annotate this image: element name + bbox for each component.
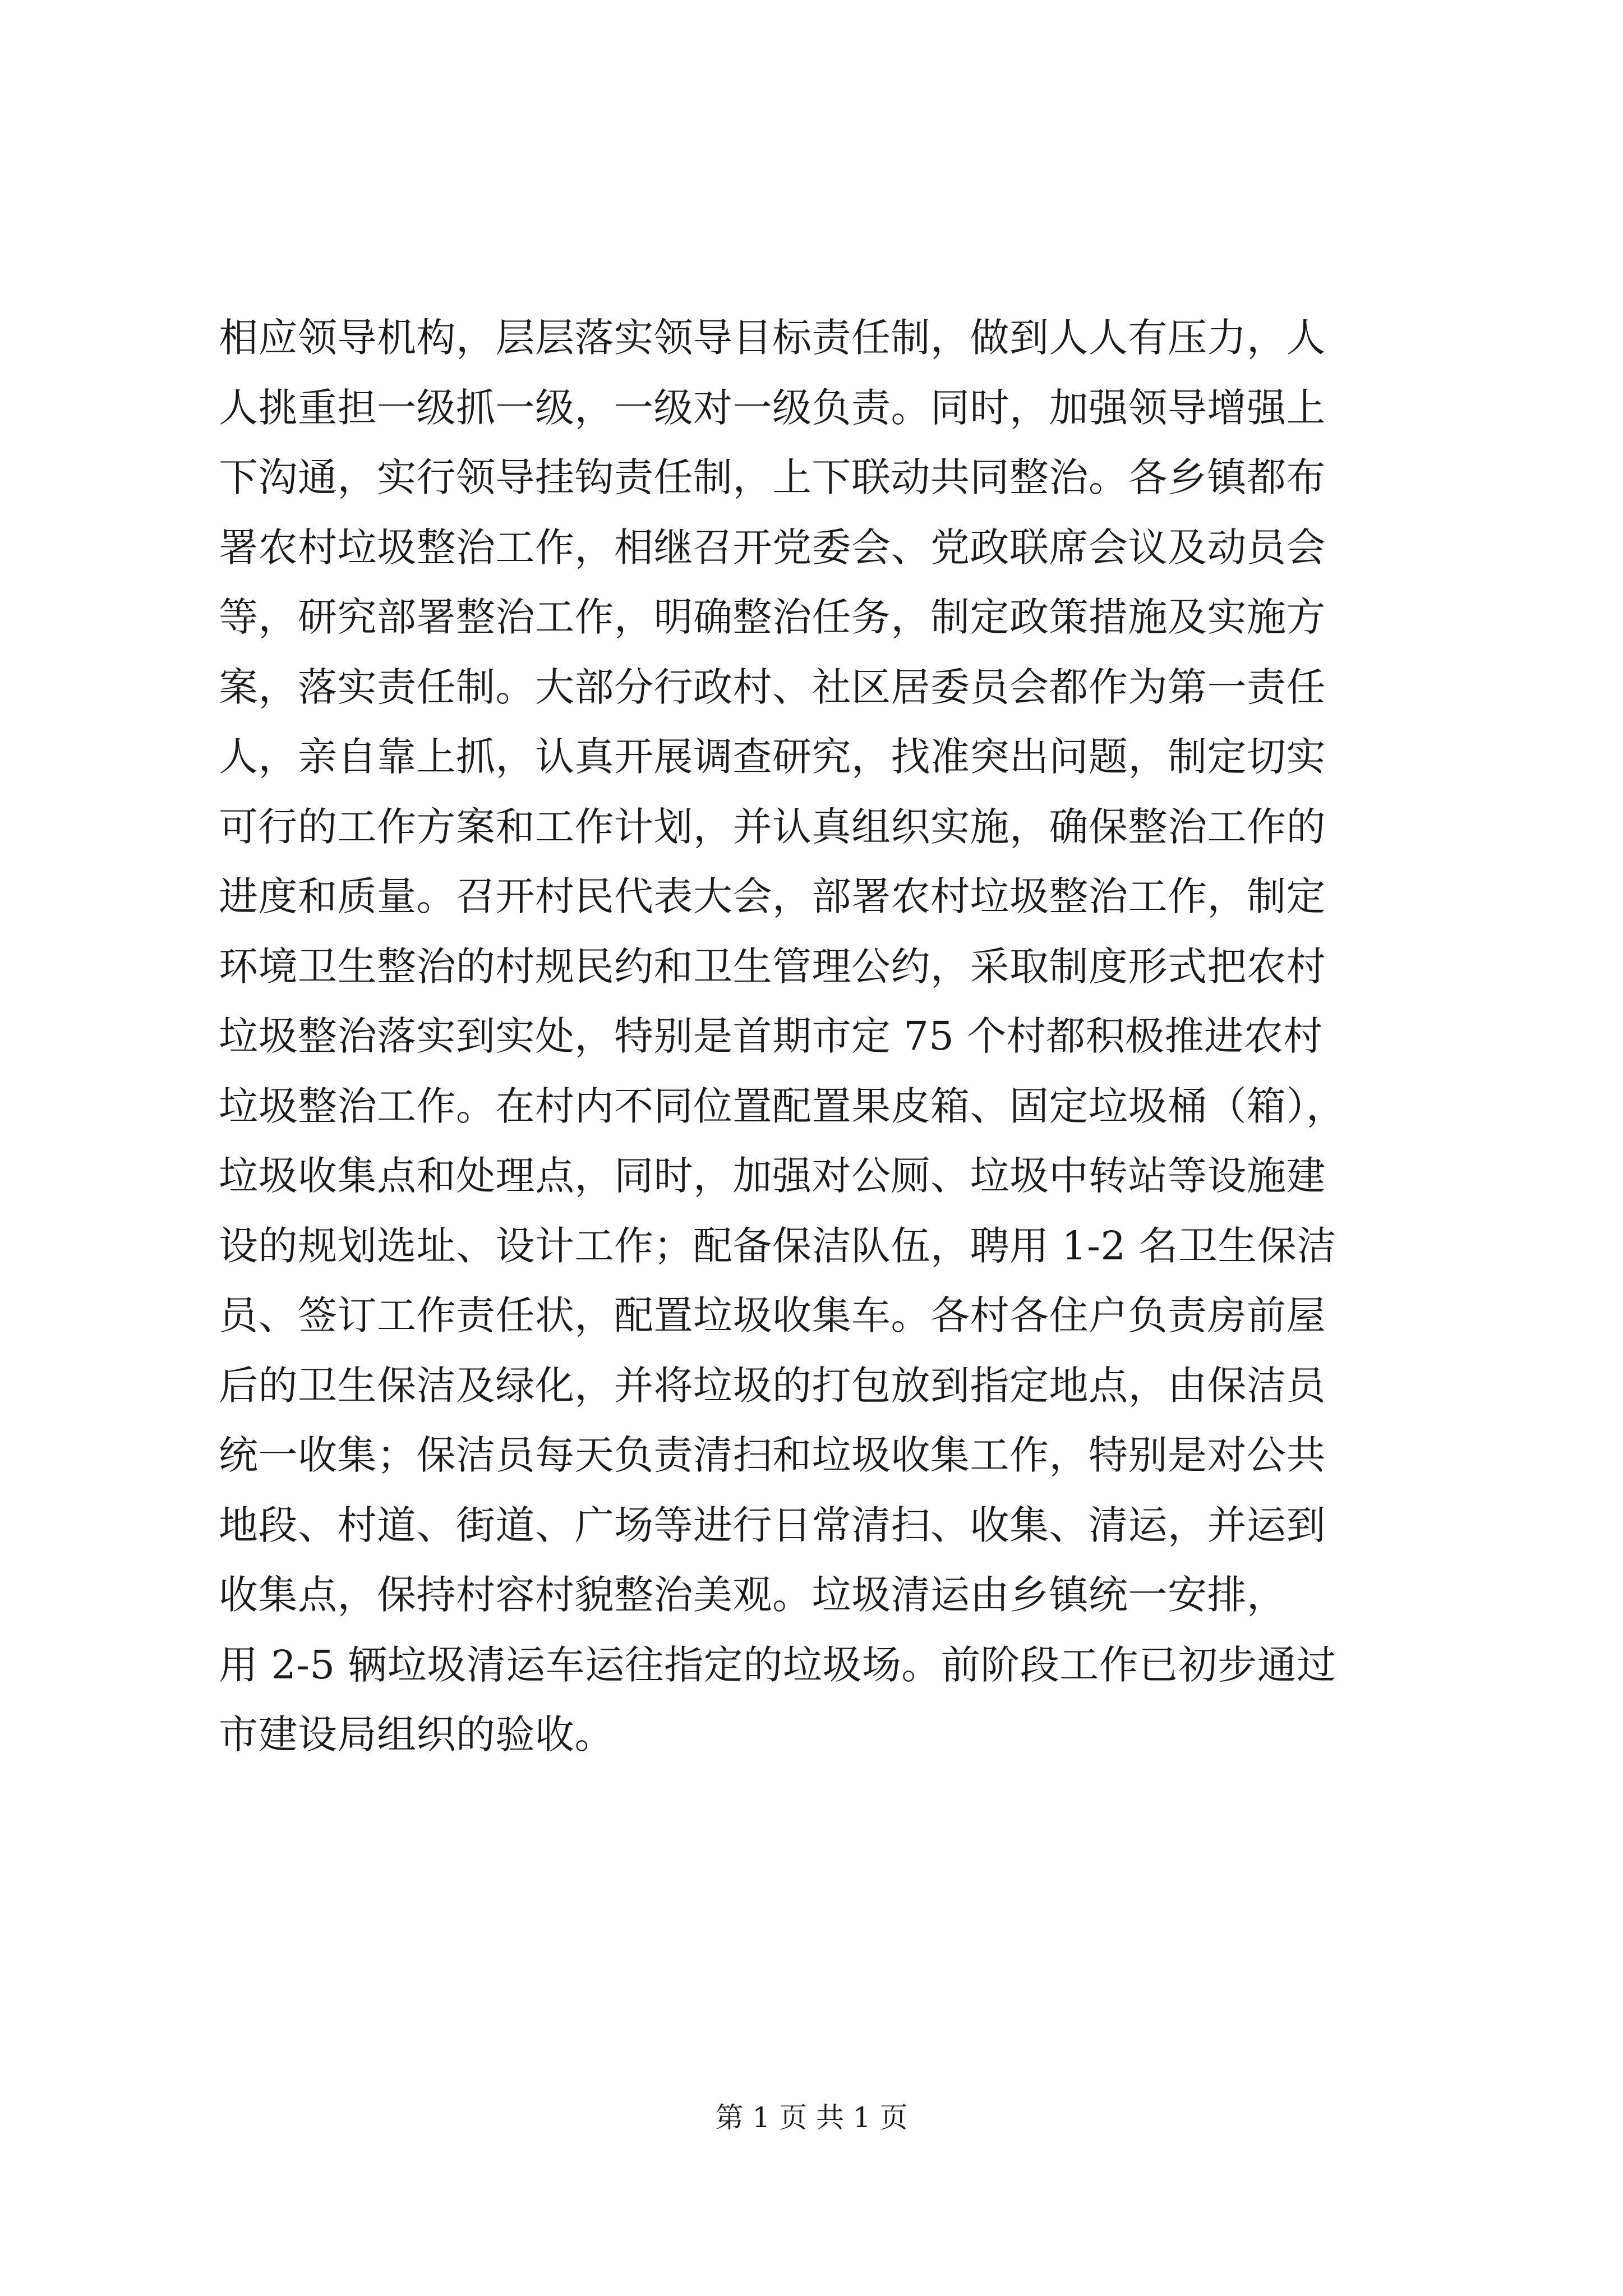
text-line: 案，落实责任制。大部分行政村、社区居委员会都作为第一责任 (219, 664, 1326, 710)
text-line: 后的卫生保洁及绿化，并将垃圾的打包放到指定地点，由保洁员 (219, 1362, 1326, 1409)
text-line: 署农村垃圾整治工作，相继召开党委会、党政联席会议及动员会 (219, 524, 1326, 570)
text-line: 下沟通，实行领导挂钩责任制，上下联动共同整治。各乡镇都布 (219, 454, 1326, 500)
text-line: 设的规划选址、设计工作；配备保洁队伍，聘用 1-2 名卫生保洁 (219, 1222, 1336, 1269)
body-paragraph (219, 303, 1419, 1770)
text-line: 垃圾整治落实到实处，特别是首期市定 75 个村都积极推进农村 (219, 1013, 1323, 1059)
text-line: 可行的工作方案和工作计划，并认真组织实施，确保整治工作的 (219, 803, 1326, 850)
text-line: 相应领导机构，层层落实领导目标责任制，做到人人有压力，人 (219, 315, 1326, 361)
text-line: 垃圾整治工作。在村内不同位置配置果皮箱、固定垃圾桶（箱）， (219, 1083, 1346, 1129)
text-line: 进度和质量。召开村民代表大会，部署农村垃圾整治工作，制定 (219, 873, 1326, 919)
text-line: 人挑重担一级抓一级，一级对一级负责。同时，加强领导增强上 (219, 384, 1326, 431)
page-number-footer: 第 1 页 共 1 页 (715, 2101, 908, 2134)
text-line: 人，亲自靠上抓，认真开展调查研究，找准突出问题，制定切实 (219, 734, 1326, 780)
text-line: 市建设局组织的验收。 (219, 1711, 614, 1757)
text-line: 统一收集；保洁员每天负责清扫和垃圾收集工作，特别是对公共 (219, 1432, 1326, 1478)
text-line: 环境卫生整治的村规民约和卫生管理公约，采取制度形式把农村 (219, 943, 1326, 990)
text-line: 员、签订工作责任状，配置垃圾收集车。各村各住户负责房前屋 (219, 1292, 1326, 1338)
text-line: 等，研究部署整治工作，明确整治任务，制定政策措施及实施方 (219, 594, 1326, 640)
text-line: 垃圾收集点和处理点，同时，加强对公厕、垃圾中转站等设施建 (219, 1153, 1326, 1199)
text-line: 用 2-5 辆垃圾清运车运往指定的垃圾场。前阶段工作已初步通过 (219, 1641, 1336, 1688)
text-line: 收集点，保持村容村貌整治美观。垃圾清运由乡镇统一安排， (219, 1572, 1287, 1618)
text-line: 地段、村道、街道、广场等进行日常清扫、收集、清运，并运到 (219, 1502, 1326, 1548)
